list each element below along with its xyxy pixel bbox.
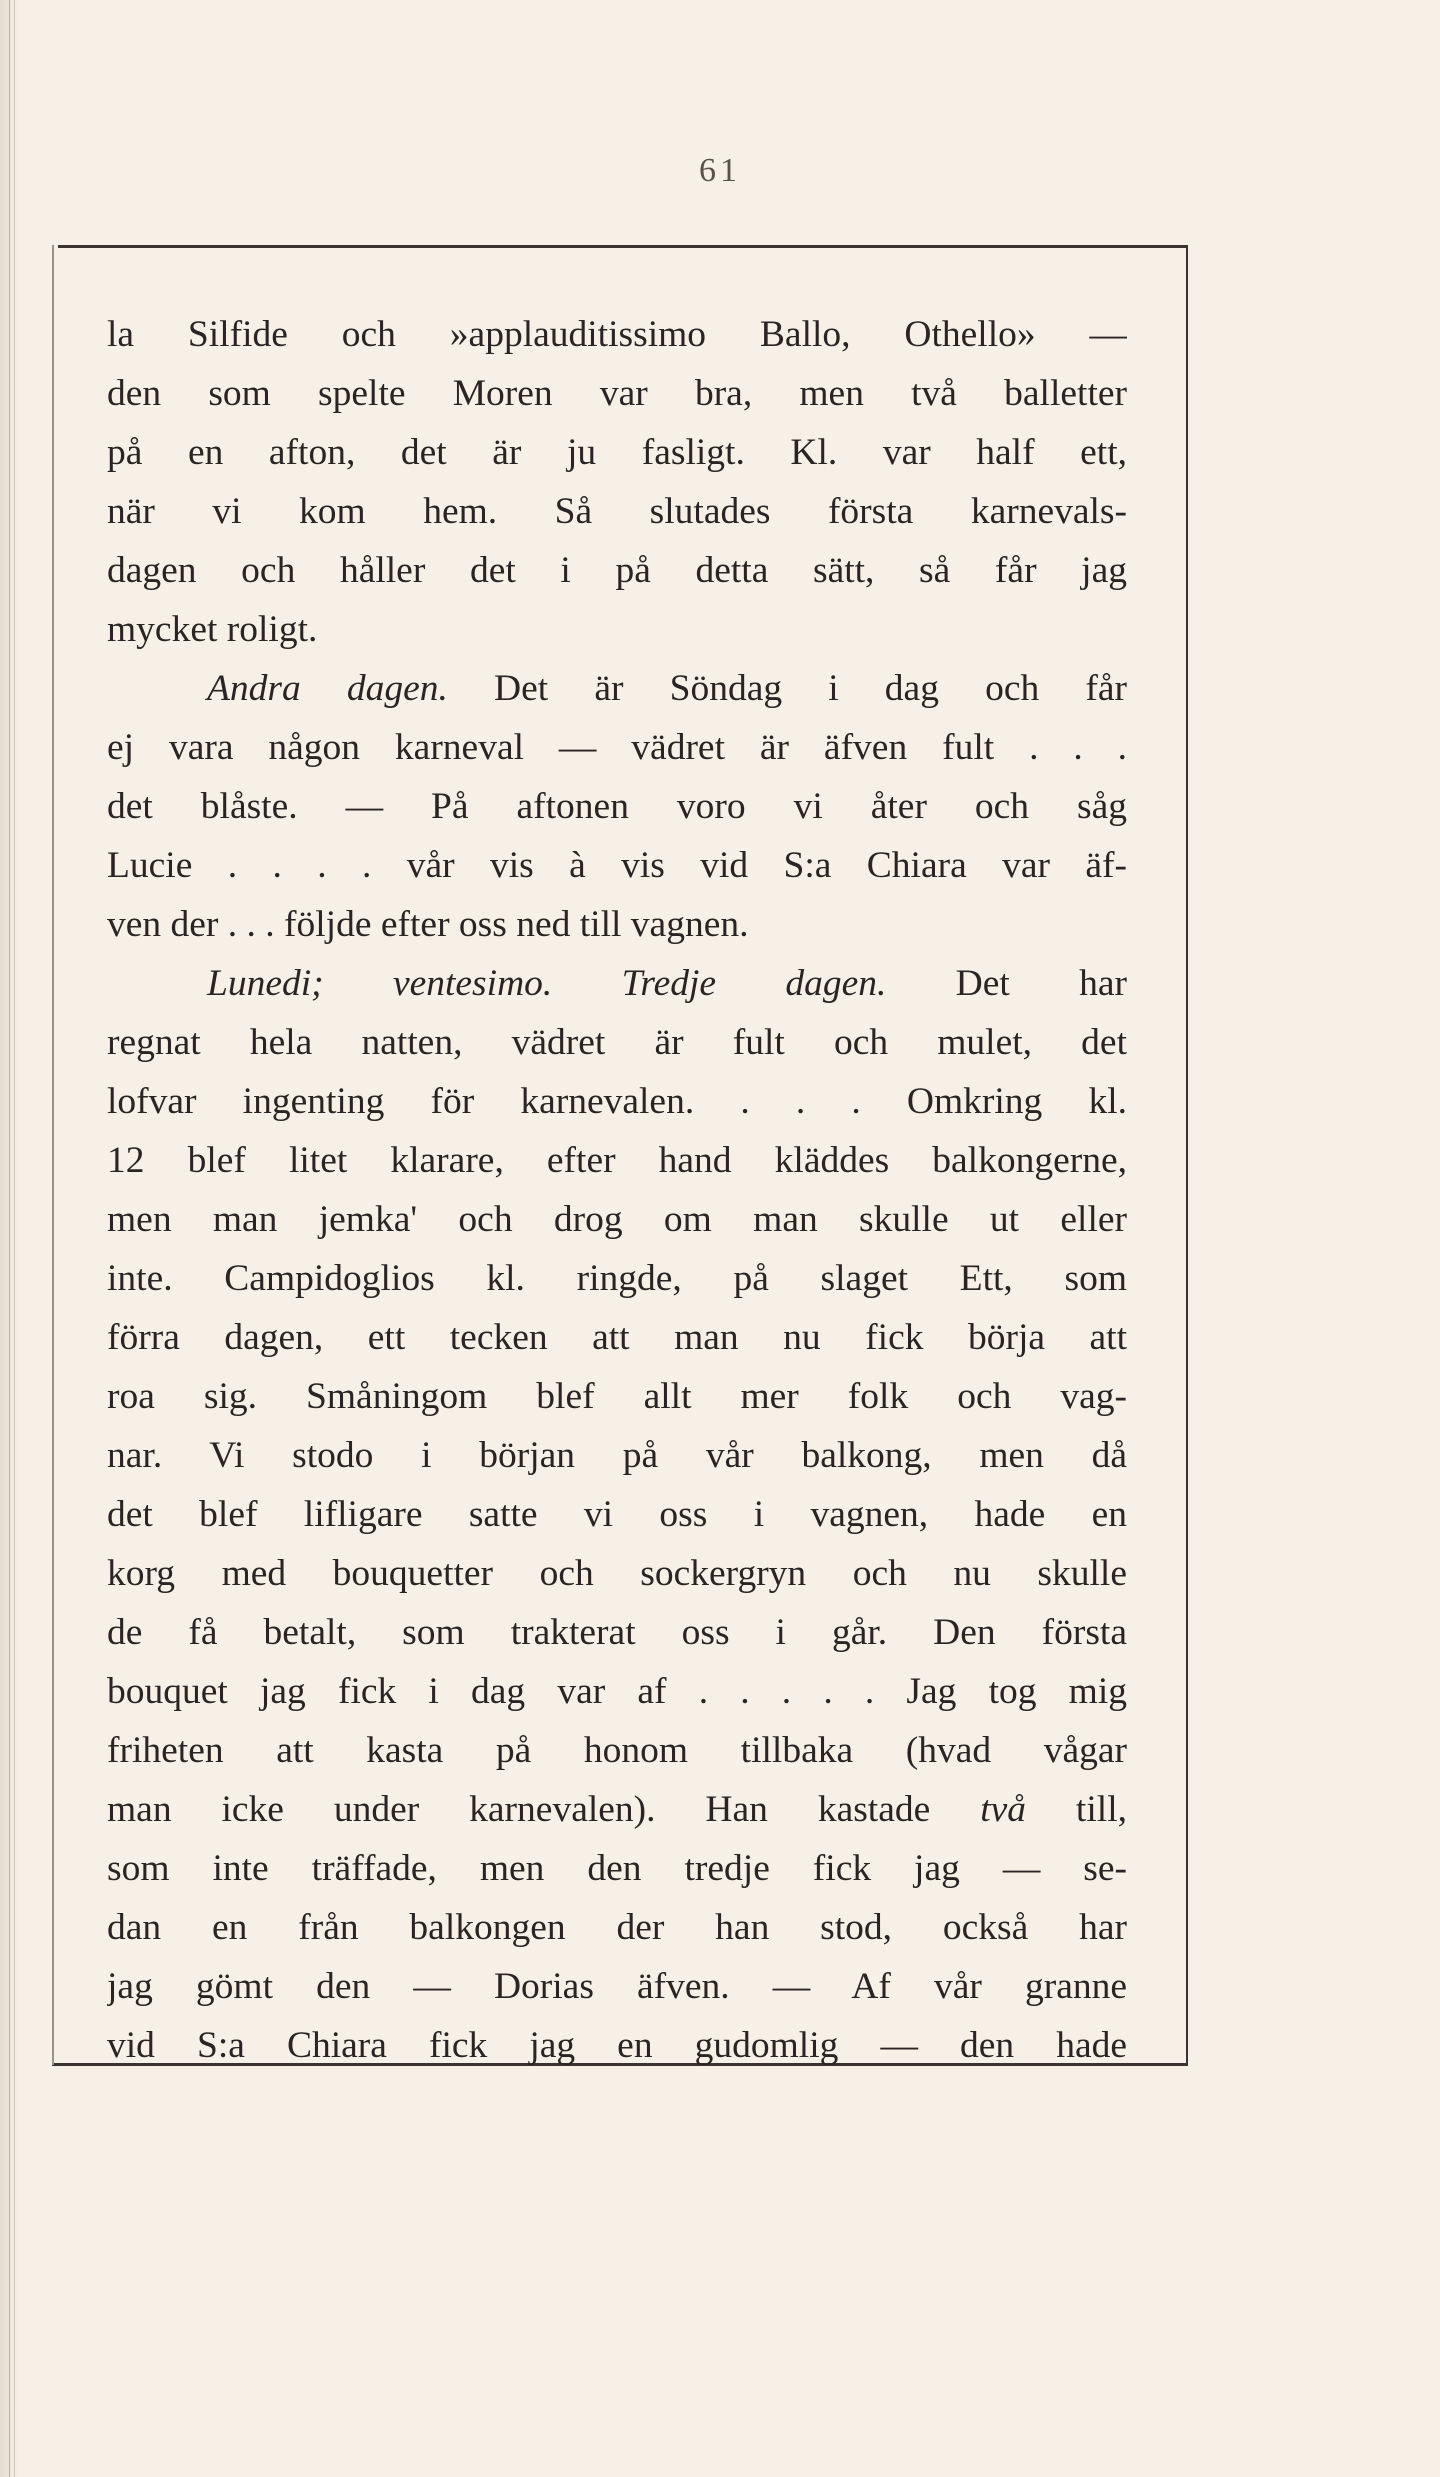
text-line: som inte träffade, men den tredje fick jag — se- <box>107 1848 1127 1889</box>
text-line: bouquet jag fick i dag var af . . . . . Jag tog mig <box>107 1671 1127 1712</box>
text-line: på en afton, det är ju fasligt. Kl. var half ett, <box>107 432 1127 473</box>
text-line: mycket roligt. <box>107 609 318 650</box>
text-line: det blef lifligare satte vi oss i vagnen, hade en <box>107 1494 1127 1535</box>
text-line: korg med bouquetter och sockergryn och nu skulle <box>107 1553 1127 1594</box>
text-line: man icke under karnevalen). Han kastade två till, <box>107 1789 1127 1830</box>
text-line: förra dagen, ett tecken att man nu fick börja att <box>107 1317 1127 1358</box>
text-line: den som spelte Moren var bra, men två balletter <box>107 373 1127 414</box>
text-line: nar. Vi stodo i början på vår balkong, men då <box>107 1435 1127 1476</box>
text-line: det blåste. — På aftonen voro vi åter och såg <box>107 786 1127 827</box>
text-line: lofvar ingenting för karnevalen. . . . Omkring kl. <box>107 1081 1127 1122</box>
text-line: dagen och håller det i på detta sätt, så får jag <box>107 550 1127 591</box>
text-line: ven der . . . följde efter oss ned till vagnen. <box>107 904 749 945</box>
text-line: de få betalt, som trakterat oss i går. Den första <box>107 1612 1127 1653</box>
text-line: vid S:a Chiara fick jag en gudomlig — den hade <box>107 2025 1127 2066</box>
text-line: när vi kom hem. Så slutades första karnevals- <box>107 491 1127 532</box>
edge-line <box>14 0 15 2477</box>
text-line: friheten att kasta på honom tillbaka (hvad vågar <box>107 1730 1127 1771</box>
frame-rule-left <box>52 245 54 2065</box>
text-line: Lucie . . . . vår vis à vis vid S:a Chiara var äf- <box>107 845 1127 886</box>
emphasis: två <box>980 1789 1027 1830</box>
text-line: roa sig. Småningom blef allt mer folk och vag- <box>107 1376 1127 1417</box>
text-line: men man jemka' och drog om man skulle ut eller <box>107 1199 1127 1240</box>
section-heading: Andra dagen. <box>207 668 448 709</box>
text-line: jag gömt den — Dorias äfven. — Af vår granne <box>107 1966 1127 2007</box>
text-line: 12 blef litet klarare, efter hand kläddes balkongerne, <box>107 1140 1127 1181</box>
text-line: inte. Campidoglios kl. ringde, på slaget Ett, som <box>107 1258 1127 1299</box>
text-line: Lunedi; ventesimo. Tredje dagen. Det har <box>207 963 1127 1004</box>
frame-rule-top <box>58 245 1188 248</box>
edge-line <box>9 0 10 2477</box>
body-text <box>107 305 1127 2075</box>
text-line: ej vara någon karneval — vädret är äfven fult . . . <box>107 727 1127 768</box>
frame-rule-right <box>1186 245 1188 2065</box>
text-line: Andra dagen. Det är Söndag i dag och får <box>207 668 1127 709</box>
text-line: dan en från balkongen der han stod, också har <box>107 1907 1127 1948</box>
text-line: la Silfide och »applauditissimo Ballo, Othello» — <box>107 314 1127 355</box>
section-heading: Lunedi; ventesimo. Tredje dagen. <box>207 963 887 1004</box>
text-line: regnat hela natten, vädret är fult och mulet, det <box>107 1022 1127 1063</box>
page-number: 61 <box>699 152 741 189</box>
